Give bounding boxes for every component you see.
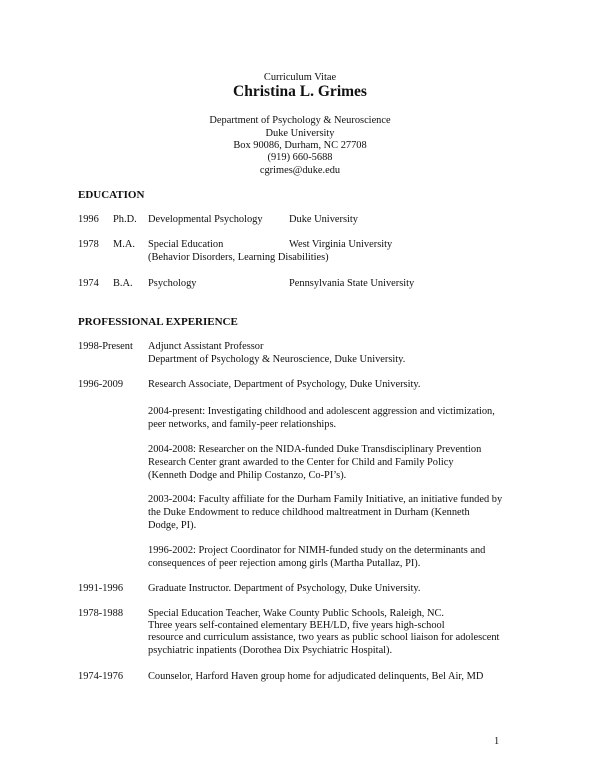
experience-subentry	[0, 493, 600, 532]
contact-address: Box 90086, Durham, NC 27708	[233, 140, 367, 151]
education-degree: Ph.D.	[113, 214, 137, 225]
experience-line: consequences of peer rejection among girls (Martha Putallaz, PI).	[148, 558, 421, 569]
experience-line: Adjunct Assistant Professor	[148, 341, 264, 352]
experience-subentry	[0, 405, 600, 431]
experience-dates: 1998-Present	[78, 341, 133, 352]
education-row	[0, 238, 600, 264]
education-field: Developmental Psychology	[148, 214, 263, 225]
experience-line: Dodge, PI).	[148, 520, 197, 531]
experience-heading: PROFESSIONAL EXPERIENCE	[78, 316, 238, 328]
contact-email[interactable]: cgrimes@duke.edu	[259, 165, 341, 176]
experience-dates: 1996-2009	[78, 379, 124, 390]
experience-dates: 1974-1976	[78, 671, 124, 682]
experience-entry	[0, 670, 600, 683]
education-field: Special Education	[148, 239, 224, 250]
experience-dates: 1978-1988	[78, 608, 124, 619]
page-number: 1	[494, 736, 500, 747]
cv-label: Curriculum Vitae	[263, 72, 337, 83]
education-institution: West Virginia University	[289, 239, 393, 250]
experience-line: (Kenneth Dodge and Philip Costanzo, Co-PI’s).	[148, 470, 347, 481]
experience-entry	[0, 378, 600, 391]
experience-dates: 1991-1996	[78, 583, 124, 594]
education-year: 1974	[78, 278, 99, 289]
experience-line: the Duke Endowment to reduce childhood maltreatment in Durham (Kenneth	[148, 507, 470, 518]
contact-phone: (919) 660-5688	[267, 152, 333, 163]
experience-subentry	[0, 443, 600, 482]
experience-line: 2004-present: Investigating childhood and adolescent aggression and victimization,	[148, 406, 495, 417]
experience-line: Counselor, Harford Haven group home for adjudicated delinquents, Bel Air, MD	[148, 671, 484, 682]
education-year: 1996	[78, 214, 99, 225]
experience-line: resource and curriculum assistance, two years as public school liaison for adolescent	[148, 632, 500, 643]
education-degree: M.A.	[113, 239, 135, 250]
page-title: Christina L. Grimes	[233, 83, 367, 100]
education-year: 1978	[78, 239, 99, 250]
experience-line: Department of Psychology & Neuroscience, Duke University.	[148, 354, 406, 365]
education-institution: Duke University	[289, 214, 358, 225]
experience-entry	[0, 582, 600, 595]
experience-line: Special Education Teacher, Wake County Public Schools, Raleigh, NC.	[148, 608, 445, 619]
experience-entry	[0, 607, 600, 659]
education-field: Psychology	[148, 278, 197, 289]
experience-line: 2003-2004: Faculty affiliate for the Durham Family Initiative, an initiative funded by	[148, 494, 503, 505]
education-note: (Behavior Disorders, Learning Disabilities)	[148, 252, 329, 263]
experience-entry	[0, 340, 600, 366]
experience-line: Research Center grant awarded to the Center for Child and Family Policy	[148, 457, 454, 468]
experience-line: peer networks, and family-peer relationships.	[148, 419, 337, 430]
education-institution: Pennsylvania State University	[289, 278, 415, 289]
experience-line: Three years self-contained elementary BEH/LD, five years high-school	[148, 620, 445, 631]
experience-line: psychiatric inpatients (Dorothea Dix Psychiatric Hospital).	[148, 645, 393, 656]
experience-subentry	[0, 544, 600, 570]
education-row	[0, 213, 600, 226]
education-heading: EDUCATION	[78, 189, 145, 201]
experience-line: Graduate Instructor. Department of Psychology, Duke University.	[148, 583, 421, 594]
contact-department: Department of Psychology & Neuroscience	[209, 115, 391, 126]
experience-line: 1996-2002: Project Coordinator for NIMH-funded study on the determinants and	[148, 545, 486, 556]
contact-university: Duke University	[265, 128, 335, 139]
education-row	[0, 277, 600, 290]
education-degree: B.A.	[113, 278, 133, 289]
experience-line: 2004-2008: Researcher on the NIDA-funded Duke Transdisciplinary Prevention	[148, 444, 482, 455]
experience-line: Research Associate, Department of Psychology, Duke University.	[148, 379, 421, 390]
